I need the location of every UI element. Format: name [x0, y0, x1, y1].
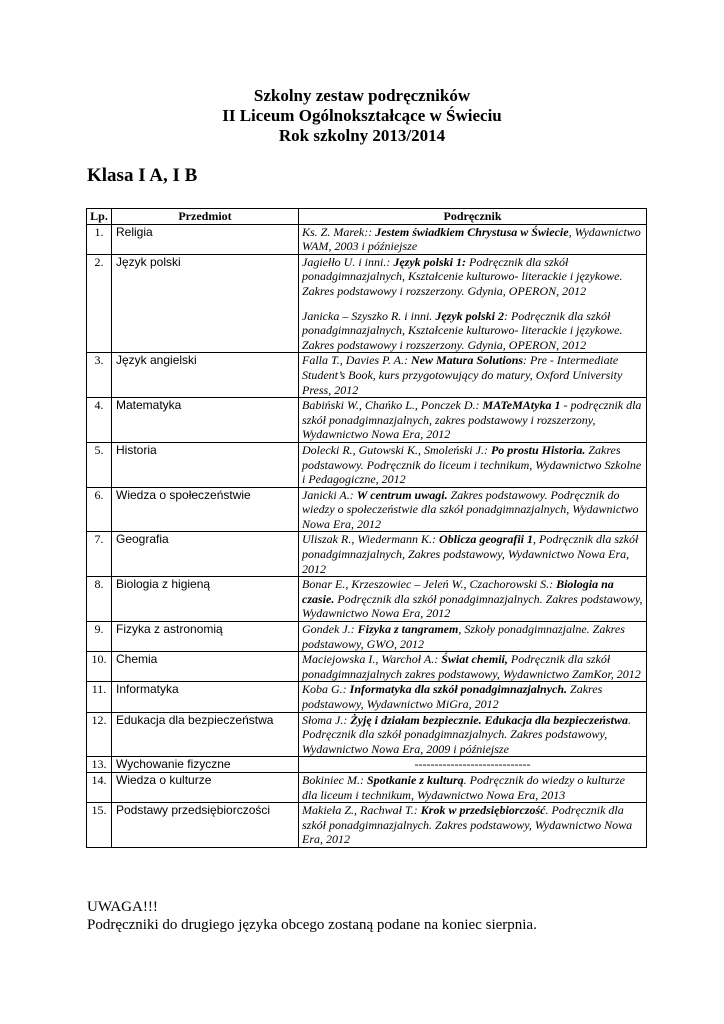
row-subject: Biologia z higieną	[112, 577, 299, 622]
textbook-authors: Słoma J.:	[302, 712, 351, 727]
table-row	[87, 757, 647, 773]
row-number: 6.	[87, 487, 112, 532]
row-subject: Język polski	[112, 254, 299, 353]
textbook-authors: Bokiniec M.:	[302, 772, 367, 787]
textbook-details: . Podręcznik dla szkół ponadgimnazjalnych. Zakres podstawowy, Wydawnictwo Nowa Era, 2009 i późniejsze	[302, 712, 631, 756]
textbook-details: - podręcznik dla szkół ponadgimnazjalnych, zakres podstawowy i rozszerzony, Wydawnictwo Nowa Era, 2012	[302, 398, 642, 442]
row-subject: Wychowanie fizyczne	[112, 757, 299, 773]
table-row	[87, 712, 647, 757]
textbook-details: . Podręcznik dla szkół ponadgimnazjalnych. Zakres podstawowy, Wydawnictwo Nowa Era, 2012	[302, 803, 633, 847]
header-lp: Lp.	[87, 209, 112, 225]
table-row	[87, 224, 647, 254]
row-number: 3.	[87, 353, 112, 398]
textbook-details: Zakres podstawowy. Podręcznik do liceum i technikum, Wydawnictwo Szkolne i Pedagogiczne, 2012	[302, 442, 642, 487]
table-row	[87, 398, 647, 443]
row-subject: Edukacja dla bezpieczeństwa	[112, 712, 299, 757]
textbook-details: , Szkoły ponadgimnazjalne. Zakres podstawowy, GWO, 2012	[302, 622, 625, 651]
textbook-title: Informatyka dla szkół ponadgimnazjalnych.	[349, 682, 568, 697]
row-subject: Chemia	[112, 652, 299, 682]
row-textbook-none: -----------------------------	[299, 757, 647, 773]
note-text: Podręczniki do drugiego języka obcego zostaną podane na koniec sierpnia.	[87, 917, 537, 933]
textbook-details: Zakres podstawowy. Podręcznik do wiedzy o społeczeństwie dla szkół ponadgimnazjalnych, Wydawnictwo Nowa Era, 2012	[302, 487, 639, 531]
row-subject: Informatyka	[112, 682, 299, 712]
row-textbook	[299, 772, 647, 802]
textbook-title: MATeMAtyka 1	[482, 398, 561, 413]
table-row	[87, 577, 647, 622]
textbook-authors: Janicka – Szyszko R. i inni.	[302, 308, 436, 323]
row-number: 10.	[87, 652, 112, 682]
row-subject: Geografia	[112, 532, 299, 577]
textbook-entry-2	[302, 309, 643, 353]
table-row	[87, 652, 647, 682]
textbook-entry-1	[302, 255, 643, 299]
textbook-authors: Falla T., Davies P. A.:	[302, 353, 411, 368]
row-textbook	[299, 577, 647, 622]
title-line-3: Rok szkolny 2013/2014	[278, 126, 446, 145]
row-number: 14.	[87, 772, 112, 802]
textbook-table	[86, 208, 647, 848]
textbook-title: Fizyka z tangramem	[357, 622, 459, 637]
textbook-authors: Uliszak R., Wiedermann K.:	[302, 532, 439, 547]
header-subject: Przedmiot	[112, 209, 299, 225]
textbook-authors: Maciejowska I., Warchoł A.:	[302, 652, 442, 667]
textbook-title: Świat chemii,	[441, 652, 508, 667]
row-number: 4.	[87, 398, 112, 443]
textbook-title: Krok w przedsiębiorczość	[420, 803, 546, 818]
table-row	[87, 254, 647, 353]
row-subject: Podstawy przedsiębiorczości	[112, 803, 299, 848]
textbook-authors: Ks. Z. Marek::	[302, 224, 376, 239]
textbook-authors: Dolecki R., Gutowski K., Smoleński J.:	[302, 442, 491, 457]
textbook-details: Podręcznik dla szkół ponadgimnazjalnych, Kształcenie kulturowo- literackie i językowe. Zakres podstawowy i rozszerzony. Gdynia, OPERON, 2012	[302, 254, 623, 298]
row-textbook	[299, 487, 647, 532]
row-textbook	[299, 652, 647, 682]
textbook-authors: Babiński W., Chańko L., Ponczek D.:	[302, 398, 483, 413]
textbook-details: , Podręcznik dla szkół ponadgimnazjalnych, Zakres podstawowy, Wydawnictwo Nowa Era, 2012	[302, 532, 639, 576]
textbook-details: . Podręcznik do wiedzy o kulturze dla liceum i technikum, Wydawnictwo Nowa Era, 2013	[302, 772, 625, 802]
row-number: 13.	[87, 757, 112, 773]
table-row	[87, 803, 647, 848]
row-textbook	[299, 442, 647, 487]
textbook-title: Biologia na czasie.	[302, 577, 614, 606]
row-textbook	[299, 398, 647, 443]
textbook-title: Język polski 2	[435, 308, 504, 323]
title-line-1: Szkolny zestaw podręczników	[253, 86, 471, 105]
row-textbook	[299, 254, 647, 353]
row-number: 7.	[87, 532, 112, 577]
note	[87, 898, 537, 934]
textbook-title: Spotkanie z kulturą	[366, 772, 464, 787]
header-textbook: Podręcznik	[299, 209, 647, 225]
textbook-title: Jestem świadkiem Chrystusa w Świecie	[375, 224, 569, 239]
textbook-title: New Matura Solutions	[411, 353, 524, 368]
textbook-title: Oblicza geografii 1	[439, 532, 533, 547]
textbook-title: Po prostu Historia.	[490, 442, 586, 457]
textbook-details: : Pre - Intermediate Student’s Book, kurs przygotowujący do matury, Oxford University Press, 2012	[302, 353, 623, 397]
textbook-authors: Gondek J.:	[302, 622, 358, 637]
textbook-title: Język polski 1:	[393, 254, 466, 269]
table-row	[87, 532, 647, 577]
textbook-details: : Podręcznik dla szkół ponadgimnazjalnych, Kształcenie kulturowo- literackie i językowe. Zakres podstawowy i rozszerzony. Gdynia, OPERON, 2012	[302, 308, 623, 352]
textbook-title: W centrum uwagi.	[356, 487, 448, 502]
row-number: 8.	[87, 577, 112, 622]
row-subject: Wiedza o kulturze	[112, 772, 299, 802]
row-textbook	[299, 224, 647, 254]
textbook-authors: Koba G.:	[302, 682, 350, 697]
document-title	[0, 86, 724, 146]
table-row	[87, 487, 647, 532]
row-number: 2.	[87, 254, 112, 353]
row-textbook	[299, 353, 647, 398]
table-header-row	[87, 209, 647, 225]
row-subject: Historia	[112, 442, 299, 487]
table-row	[87, 622, 647, 652]
textbook-authors: Makieła Z., Rachwał T.:	[302, 803, 421, 818]
table-row	[87, 353, 647, 398]
row-textbook	[299, 682, 647, 712]
textbook-details: , Wydawnictwo WAM, 2003 i późniejsze	[302, 224, 641, 254]
row-number: 9.	[87, 622, 112, 652]
row-textbook	[299, 803, 647, 848]
row-textbook	[299, 712, 647, 757]
row-number: 11.	[87, 682, 112, 712]
textbook-details: Podręcznik dla szkół ponadgimnazjalnych. Zakres podstawowy, Wydawnictwo Nowa Era, 2012	[302, 591, 643, 621]
row-number: 1.	[87, 224, 112, 254]
note-title: UWAGA!!!	[87, 899, 158, 915]
class-title: Klasa I A, I B	[87, 165, 198, 186]
row-subject: Język angielski	[112, 353, 299, 398]
textbook-details: Zakres podstawowy, Wydawnictwo MiGra, 2012	[302, 682, 603, 711]
table-row	[87, 682, 647, 712]
row-subject: Religia	[112, 224, 299, 254]
table-row	[87, 772, 647, 802]
row-number: 15.	[87, 803, 112, 848]
textbook-authors: Janicki A.:	[302, 487, 357, 502]
textbook-title: Żyję i działam bezpiecznie. Edukacja dla bezpieczeństwa	[350, 712, 628, 727]
textbook-authors: Jagiełło U. i inni.:	[302, 254, 394, 269]
row-textbook	[299, 532, 647, 577]
row-number: 12.	[87, 712, 112, 757]
textbook-authors: Bonar E., Krzeszowiec – Jeleń W., Czachorowski S.:	[302, 577, 557, 592]
row-textbook	[299, 622, 647, 652]
textbook-details: Podręcznik dla szkół ponadgimnazjalnych zakres podstawowy, Wydawnictwo ZamKor, 2012	[302, 652, 641, 681]
row-subject: Wiedza o społeczeństwie	[112, 487, 299, 532]
title-line-2: II Liceum Ogólnokształcące w Świeciu	[222, 106, 502, 125]
row-number: 5.	[87, 442, 112, 487]
table-row	[87, 442, 647, 487]
row-subject: Matematyka	[112, 398, 299, 443]
row-subject: Fizyka z astronomią	[112, 622, 299, 652]
